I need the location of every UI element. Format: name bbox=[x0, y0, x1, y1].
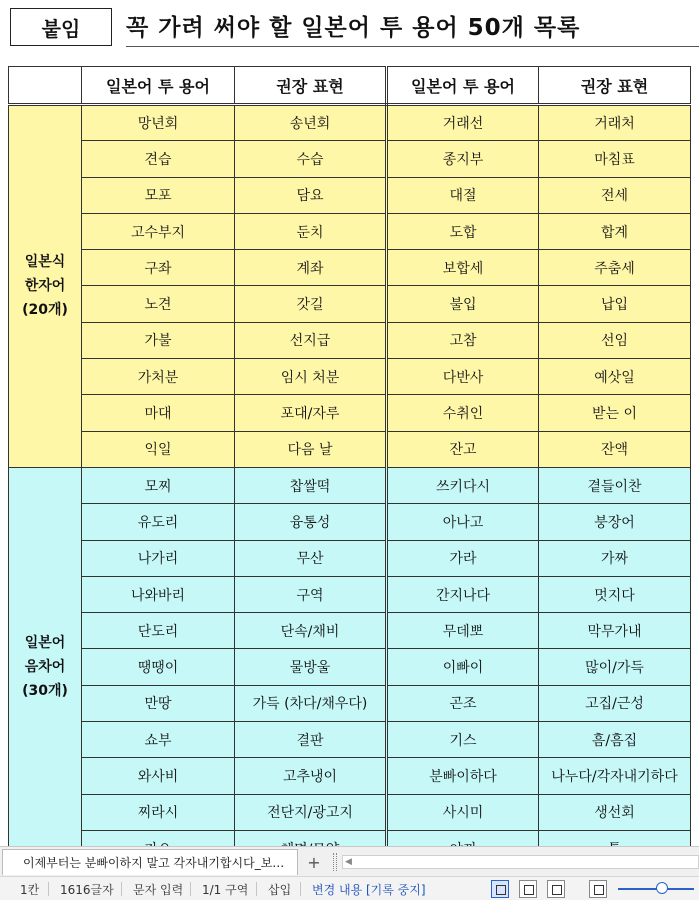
recommended-expression-cell[interactable]: 결판 bbox=[235, 722, 387, 758]
table-row bbox=[9, 395, 691, 431]
zoom-slider-knob[interactable] bbox=[656, 882, 668, 894]
recommended-expression-cell[interactable]: 나누다/각자내기하다 bbox=[539, 758, 691, 794]
recommended-expression-cell[interactable]: 물방울 bbox=[235, 649, 387, 685]
japanese-term-cell[interactable]: 고수부지 bbox=[82, 213, 235, 249]
tab-split-handle[interactable] bbox=[333, 853, 337, 871]
japanese-term-cell[interactable]: 사시미 bbox=[387, 794, 539, 830]
recommended-expression-cell[interactable]: 거래처 bbox=[539, 105, 691, 141]
recommended-expression-cell[interactable]: 받는 이 bbox=[539, 395, 691, 431]
normal-view-icon[interactable] bbox=[491, 880, 509, 898]
table-row bbox=[9, 322, 691, 358]
full-page-view-icon[interactable] bbox=[519, 880, 537, 898]
japanese-term-cell[interactable]: 거래선 bbox=[387, 105, 539, 141]
japanese-term-cell[interactable]: 종지부 bbox=[387, 141, 539, 177]
group-label-line: 일본식 bbox=[24, 254, 66, 271]
japanese-term-cell[interactable]: 이빠이 bbox=[387, 649, 539, 685]
status-divider bbox=[300, 882, 301, 896]
japanese-term-cell[interactable]: 모포 bbox=[82, 177, 235, 213]
document-tab-bar bbox=[0, 846, 699, 876]
table-row bbox=[9, 540, 691, 576]
japanese-term-cell[interactable]: 마대 bbox=[82, 395, 235, 431]
recommended-expression-cell[interactable]: 둔치 bbox=[235, 213, 387, 249]
status-insert-mode[interactable]: 삽입 bbox=[268, 883, 292, 897]
status-track-changes[interactable]: 변경 내용 [기록 중지] bbox=[312, 883, 426, 897]
status-char-count: 1616글자 bbox=[60, 883, 114, 897]
recommended-expression-cell[interactable]: 흠/흠집 bbox=[539, 722, 691, 758]
table-row bbox=[9, 722, 691, 758]
japanese-term-cell[interactable]: 나와바리 bbox=[82, 576, 235, 612]
zoom-fit-icon[interactable] bbox=[589, 880, 607, 898]
japanese-term-cell[interactable]: 노견 bbox=[82, 286, 235, 322]
table-row bbox=[9, 576, 691, 612]
table-row bbox=[9, 177, 691, 213]
group-label-line: 음차어 bbox=[24, 659, 66, 676]
recommended-expression-cell[interactable]: 구역 bbox=[235, 576, 387, 612]
document-tab-label: 이제부터는 분빠이하지 말고 각자내기합시다_보… bbox=[23, 856, 285, 870]
recommended-expression-cell[interactable]: 곁들이찬 bbox=[539, 467, 691, 503]
attachment-tag bbox=[10, 8, 112, 46]
japanese-term-cell[interactable]: 다반사 bbox=[387, 359, 539, 395]
recommended-expression-cell[interactable]: 선지급 bbox=[235, 322, 387, 358]
recommended-expression-cell[interactable]: 예삿일 bbox=[539, 359, 691, 395]
recommended-expression-cell[interactable]: 많이/가득 bbox=[539, 649, 691, 685]
document-title: 꼭 가려 써야 할 일본어 투 용어 50개 목록 bbox=[126, 14, 581, 41]
status-input-mode[interactable]: 문자 입력 bbox=[133, 883, 184, 897]
group-label-cell bbox=[9, 105, 82, 468]
japanese-term-cell[interactable]: 만땅 bbox=[82, 685, 235, 721]
recommended-expression-cell[interactable]: 전세 bbox=[539, 177, 691, 213]
japanese-term-cell[interactable]: 망년회 bbox=[82, 105, 235, 141]
table-row bbox=[9, 213, 691, 249]
japanese-term-cell[interactable]: 쓰키다시 bbox=[387, 467, 539, 503]
japanese-term-cell[interactable]: 와사비 bbox=[82, 758, 235, 794]
header-corner-cell bbox=[9, 67, 82, 105]
title-underline bbox=[126, 46, 699, 47]
table-row bbox=[9, 359, 691, 395]
table-row bbox=[9, 758, 691, 794]
scroll-left-icon[interactable]: ◀ bbox=[345, 857, 352, 867]
recommended-expression-cell[interactable]: 융통성 bbox=[235, 504, 387, 540]
japanese-term-cell[interactable]: 유도리 bbox=[82, 504, 235, 540]
header-recommended-1: 권장 표현 bbox=[235, 67, 387, 105]
recommended-expression-cell[interactable]: 잔액 bbox=[539, 431, 691, 467]
table-row bbox=[9, 794, 691, 830]
group-label-line: 일본어 bbox=[24, 635, 66, 652]
recommended-expression-cell[interactable]: 포대/자루 bbox=[235, 395, 387, 431]
japanese-term-cell[interactable]: 기스 bbox=[387, 722, 539, 758]
table-header-row bbox=[9, 67, 691, 105]
japanese-term-cell[interactable]: 수취인 bbox=[387, 395, 539, 431]
attachment-tag-label: 붙임 bbox=[41, 16, 81, 41]
japanese-term-cell[interactable]: 가불 bbox=[82, 322, 235, 358]
recommended-expression-cell[interactable]: 고집/근성 bbox=[539, 685, 691, 721]
recommended-expression-cell[interactable]: 납입 bbox=[539, 286, 691, 322]
table-row bbox=[9, 141, 691, 177]
japanese-term-cell[interactable]: 견습 bbox=[82, 141, 235, 177]
group-label-line: 한자어 bbox=[24, 278, 66, 295]
recommended-expression-cell[interactable]: 생선회 bbox=[539, 794, 691, 830]
group-label-cell bbox=[9, 467, 82, 866]
recommended-expression-cell[interactable]: 주춤세 bbox=[539, 250, 691, 286]
japanese-term-cell[interactable]: 땡땡이 bbox=[82, 649, 235, 685]
web-view-icon[interactable] bbox=[547, 880, 565, 898]
recommended-expression-cell[interactable]: 선임 bbox=[539, 322, 691, 358]
status-section: 1/1 구역 bbox=[202, 883, 249, 897]
document-tab[interactable] bbox=[2, 849, 298, 875]
japanese-term-cell[interactable]: 가라 bbox=[387, 540, 539, 576]
table-row bbox=[9, 613, 691, 649]
recommended-expression-cell[interactable]: 붕장어 bbox=[539, 504, 691, 540]
recommended-expression-cell[interactable]: 찹쌀떡 bbox=[235, 467, 387, 503]
status-divider bbox=[121, 882, 122, 896]
japanese-term-cell[interactable]: 나가리 bbox=[82, 540, 235, 576]
recommended-expression-cell[interactable]: 갓길 bbox=[235, 286, 387, 322]
table-row bbox=[9, 504, 691, 540]
table-row bbox=[9, 685, 691, 721]
recommended-expression-cell[interactable]: 가득 (차다/채우다) bbox=[235, 685, 387, 721]
japanese-term-cell[interactable]: 분빠이하다 bbox=[387, 758, 539, 794]
japanese-term-cell[interactable]: 곤조 bbox=[387, 685, 539, 721]
japanese-term-cell[interactable]: 무데뽀 bbox=[387, 613, 539, 649]
recommended-expression-cell[interactable]: 멋지다 bbox=[539, 576, 691, 612]
recommended-expression-cell[interactable]: 전단지/광고지 bbox=[235, 794, 387, 830]
japanese-term-cell[interactable]: 익일 bbox=[82, 431, 235, 467]
header-recommended-2: 권장 표현 bbox=[539, 67, 691, 105]
recommended-expression-cell[interactable]: 가짜 bbox=[539, 540, 691, 576]
japanese-term-cell[interactable]: 찌라시 bbox=[82, 794, 235, 830]
table-row bbox=[9, 105, 691, 141]
recommended-expression-cell[interactable]: 마침표 bbox=[539, 141, 691, 177]
status-divider bbox=[190, 882, 191, 896]
table-row bbox=[9, 649, 691, 685]
recommended-expression-cell[interactable]: 담요 bbox=[235, 177, 387, 213]
add-tab-button[interactable] bbox=[303, 852, 325, 872]
recommended-expression-cell[interactable]: 합계 bbox=[539, 213, 691, 249]
recommended-expression-cell[interactable]: 단속/채비 bbox=[235, 613, 387, 649]
status-bar bbox=[0, 876, 699, 900]
japanese-term-cell[interactable]: 잔고 bbox=[387, 431, 539, 467]
japanese-term-cell[interactable]: 아나고 bbox=[387, 504, 539, 540]
status-divider bbox=[256, 882, 257, 896]
japanese-term-cell[interactable]: 가처분 bbox=[82, 359, 235, 395]
terms-table[interactable] bbox=[8, 66, 691, 867]
japanese-term-cell[interactable]: 도합 bbox=[387, 213, 539, 249]
table-row bbox=[9, 250, 691, 286]
terms-table-body bbox=[9, 105, 691, 867]
table-row bbox=[9, 286, 691, 322]
japanese-term-cell[interactable]: 구좌 bbox=[82, 250, 235, 286]
recommended-expression-cell[interactable]: 다음 날 bbox=[235, 431, 387, 467]
status-column: 1칸 bbox=[20, 883, 40, 897]
recommended-expression-cell[interactable]: 수습 bbox=[235, 141, 387, 177]
japanese-term-cell[interactable]: 간지나다 bbox=[387, 576, 539, 612]
recommended-expression-cell[interactable]: 무산 bbox=[235, 540, 387, 576]
recommended-expression-cell[interactable]: 계좌 bbox=[235, 250, 387, 286]
recommended-expression-cell[interactable]: 막무가내 bbox=[539, 613, 691, 649]
group-label-line: (20개) bbox=[22, 302, 68, 319]
recommended-expression-cell[interactable]: 송년회 bbox=[235, 105, 387, 141]
status-divider bbox=[48, 882, 49, 896]
japanese-term-cell[interactable]: 대절 bbox=[387, 177, 539, 213]
recommended-expression-cell[interactable]: 고추냉이 bbox=[235, 758, 387, 794]
japanese-term-cell[interactable]: 보합세 bbox=[387, 250, 539, 286]
header-japanese-term-2: 일본어 투 용어 bbox=[387, 67, 539, 105]
group-label-line: (30개) bbox=[22, 683, 68, 700]
japanese-term-cell[interactable]: 불입 bbox=[387, 286, 539, 322]
japanese-term-cell[interactable]: 쇼부 bbox=[82, 722, 235, 758]
japanese-term-cell[interactable]: 모찌 bbox=[82, 467, 235, 503]
recommended-expression-cell[interactable]: 임시 처분 bbox=[235, 359, 387, 395]
table-row bbox=[9, 431, 691, 467]
header-japanese-term-1: 일본어 투 용어 bbox=[82, 67, 235, 105]
japanese-term-cell[interactable]: 단도리 bbox=[82, 613, 235, 649]
plus-icon: + bbox=[307, 852, 321, 872]
japanese-term-cell[interactable]: 고참 bbox=[387, 322, 539, 358]
table-row bbox=[9, 467, 691, 503]
horizontal-scrollbar[interactable] bbox=[342, 855, 699, 869]
